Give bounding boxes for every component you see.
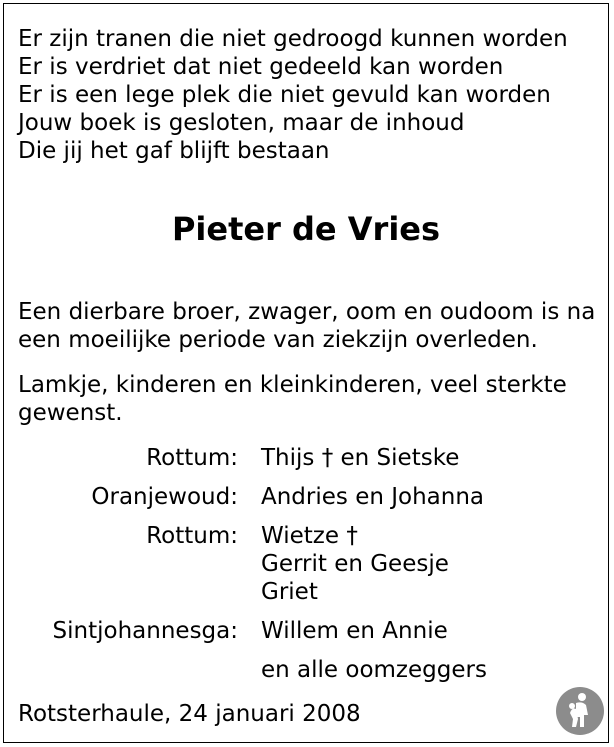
family-name-line: Gerrit en Geesje — [261, 551, 449, 577]
family-place: Rottum: — [146, 523, 238, 549]
family-names: Andries en Johanna — [261, 484, 485, 510]
family-place: Rottum: — [146, 445, 238, 471]
poem-line: Er is verdriet dat niet gedeeld kan worden — [18, 54, 504, 80]
obituary-notice — [3, 3, 609, 743]
memorial-logo-icon — [556, 687, 604, 735]
poem-line: Jouw boek is gesloten, maar de inhoud — [18, 110, 465, 136]
family-names — [261, 522, 449, 606]
poem-line: Er zijn tranen die niet gedroogd kunnen worden — [18, 26, 568, 52]
family-name-line: Wietze † — [261, 523, 358, 549]
family-place: Sintjohannesga: — [52, 618, 238, 644]
deceased-name: Pieter de Vries — [171, 210, 441, 248]
place-date: Rotsterhaule, 24 januari 2008 — [18, 701, 361, 727]
family-names: en alle oomzeggers — [261, 657, 487, 683]
poem-line: Er is een lege plek die niet gevuld kan worden — [18, 82, 551, 108]
family-name-line: Griet — [261, 579, 318, 605]
condolence-paragraph: Lamkje, kinderen en kleinkinderen, veel sterkte gewenst. — [18, 372, 567, 426]
poem — [18, 25, 568, 165]
poem-line: Die jij het gaf blijft bestaan — [18, 138, 330, 164]
family-names: Thijs † en Sietske — [261, 445, 460, 471]
family-names: Willem en Annie — [261, 618, 448, 644]
family-place: Oranjewoud: — [91, 484, 238, 510]
announcement-paragraph: Een dierbare broer, zwager, oom en oudoom is na een moeilijke periode van ziekzijn overleden. — [18, 299, 596, 353]
